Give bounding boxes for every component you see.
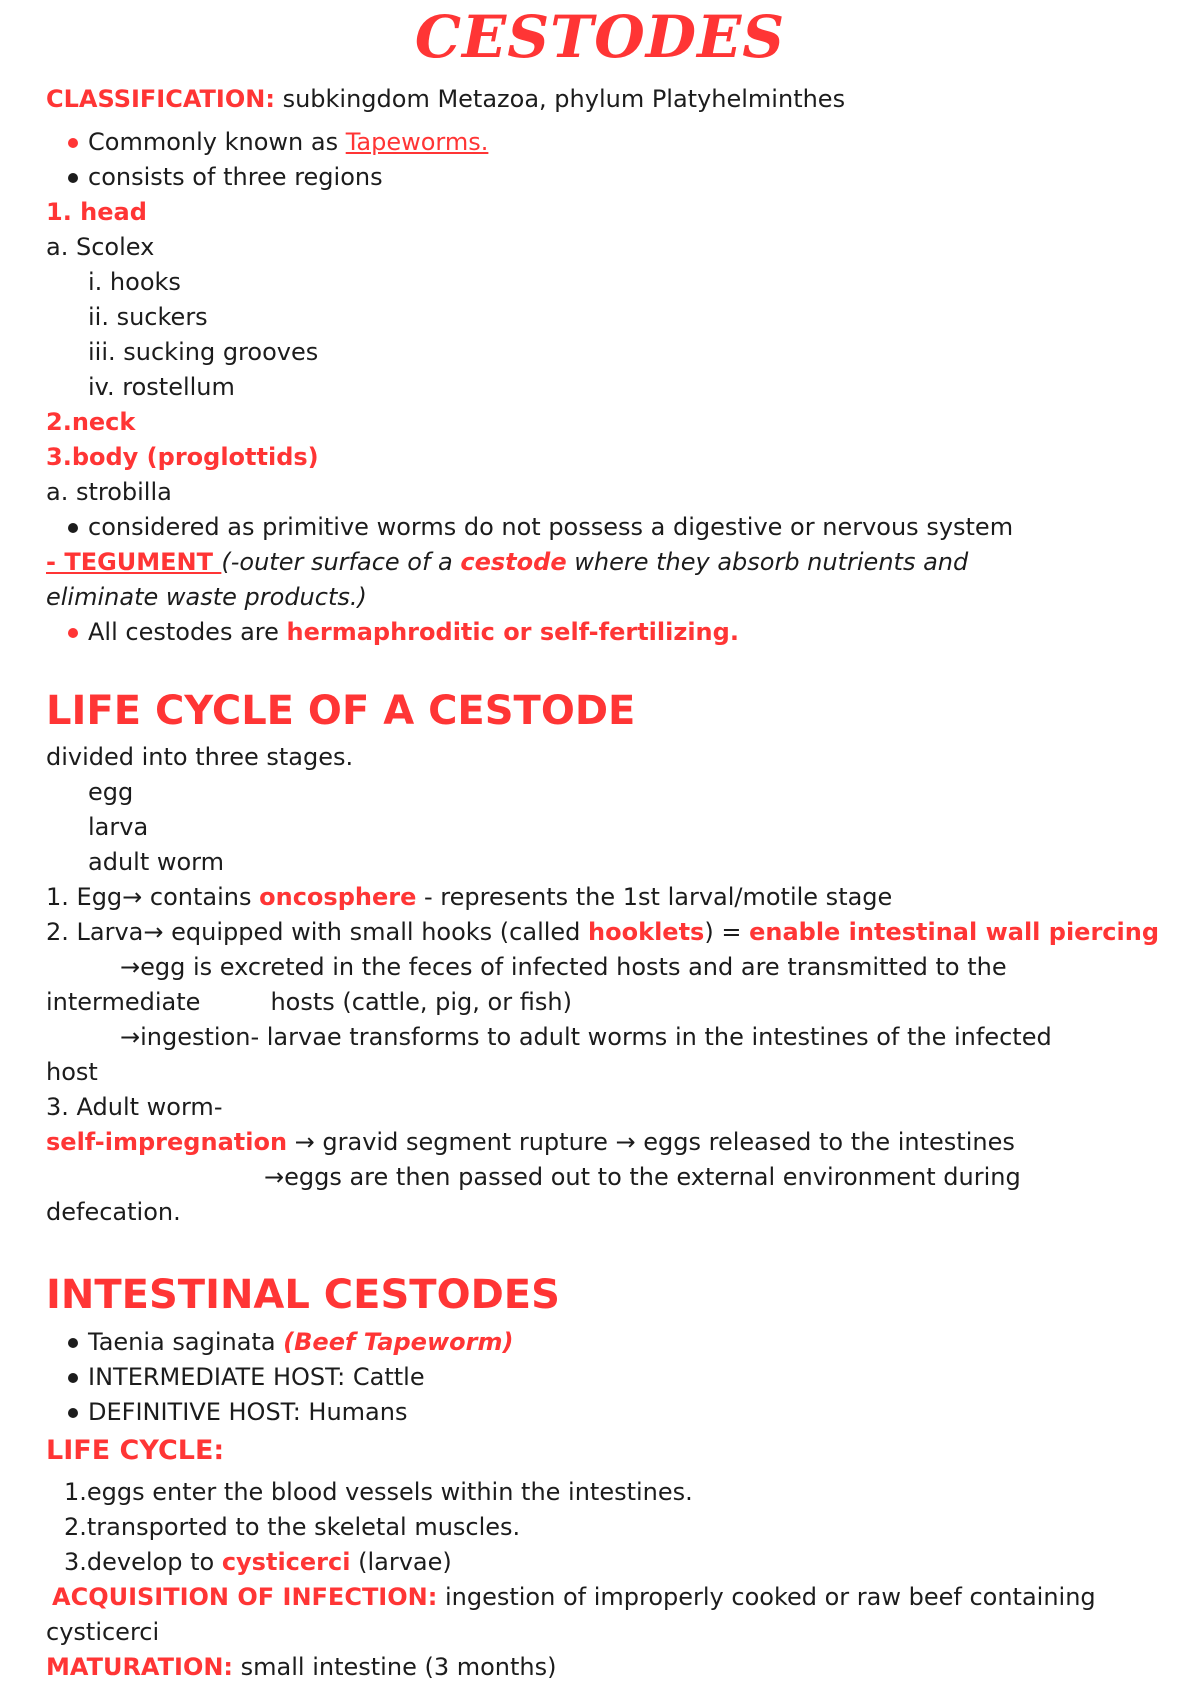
primitive-line: considered as primitive worms do not possess a digestive or nervous system (88, 513, 1014, 541)
ingestion-line-cont: host (46, 1058, 98, 1086)
adult-line: 3. Adult worm- (46, 1093, 223, 1121)
stages-intro: divided into three stages. (46, 743, 354, 771)
known-as-text: Commonly known as (88, 128, 346, 156)
strobilla-line: a. strobilla (46, 478, 172, 506)
bullet-icon (68, 1373, 78, 1383)
passed-line: →eggs are then passed out to the external environment during (264, 1163, 1021, 1191)
bullet-icon (68, 628, 78, 638)
scolex-part: i. hooks (88, 268, 181, 296)
scolex-part: iv. rostellum (88, 373, 235, 401)
maturation-label: MATURATION: (46, 1653, 234, 1681)
hermaphroditic-highlight: hermaphroditic or self-fertilizing. (286, 618, 739, 646)
scolex-part: iii. sucking grooves (88, 338, 319, 366)
regions-line: consists of three regions (88, 163, 383, 191)
lc-step (64, 1545, 1170, 1580)
tapeworms-link: Tapeworms. (345, 128, 489, 156)
excreted-text: hosts (cattle, pig, or fish) (270, 988, 572, 1016)
lc-heading: LIFE CYCLE: (46, 1435, 225, 1466)
body-heading: 3.body (proglottids) (46, 443, 319, 471)
stage-item: adult worm (88, 848, 224, 876)
bullet-icon (68, 523, 78, 533)
excreted-text: intermediate (46, 988, 201, 1016)
hooklets-term: hooklets (588, 918, 705, 946)
maturation-line (46, 1650, 1170, 1685)
bullet-icon (68, 1338, 78, 1348)
taenia-line (88, 1325, 1170, 1360)
larva-text: 2. Larva→ equipped with small hooks (called (46, 918, 589, 946)
egg-text: - represents the 1st larval/motile stage (416, 883, 893, 911)
oncosphere-term: oncosphere (259, 883, 417, 911)
life-cycle-heading: LIFE CYCLE OF A CESTODE (46, 688, 636, 734)
lc-step: 2.transported to the skeletal muscles. (64, 1513, 521, 1541)
tegument-desc: -outer surface of a (230, 548, 461, 576)
tegument-paren: ( (221, 548, 231, 576)
tegument-desc-cont: eliminate waste products.) (46, 583, 367, 611)
definitive-host-line: DEFINITIVE HOST: Humans (88, 1398, 408, 1426)
acquisition-text: ingestion of improperly cooked or raw beef containing (437, 1583, 1096, 1611)
excreted-line: →egg is excreted in the feces of infected hosts and are transmitted to the (120, 953, 1007, 981)
stage-item: larva (88, 813, 149, 841)
passed-line-cont: defecation. (46, 1198, 181, 1226)
stage-item: egg (88, 778, 134, 806)
bullet-icon (68, 173, 78, 183)
neck-heading: 2.neck (46, 408, 136, 436)
tegument-cestode: cestode (460, 548, 567, 576)
acquisition-label: ACQUISITION OF INFECTION: (52, 1583, 438, 1611)
larva-line (46, 915, 1170, 950)
self-impregnation-text: → gravid segment rupture → eggs released to the intestines (287, 1128, 1015, 1156)
head-heading: 1. head (46, 198, 147, 226)
taenia-name: Taenia saginata (88, 1328, 284, 1356)
lc-step-text: 3.develop to (64, 1548, 222, 1576)
tegument-label: - TEGUMENT (46, 548, 222, 576)
excreted-line-cont (46, 985, 1170, 1020)
larva-text: ) = (704, 918, 750, 946)
scolex-line: a. Scolex (46, 233, 155, 261)
tegument-desc: where they absorb nutrients and (566, 548, 969, 576)
taenia-common-name: (Beef Tapeworm) (283, 1328, 514, 1356)
hermaphroditic-line (88, 615, 1170, 650)
classification-label: CLASSIFICATION: (46, 85, 275, 113)
bullet-icon (68, 1408, 78, 1418)
piercing-term: enable intestinal wall piercing (749, 918, 1159, 946)
maturation-text: small intestine (3 months) (233, 1653, 557, 1681)
self-impregnation-term: self-impregnation (46, 1128, 288, 1156)
classification-line (46, 82, 1170, 117)
scolex-part: ii. suckers (88, 303, 208, 331)
hermaphroditic-text: All cestodes are (88, 618, 287, 646)
lc-step: 1.eggs enter the blood vessels within the intestines. (64, 1478, 693, 1506)
tegument-line (46, 545, 1170, 580)
cysticerci-term: cysticerci (221, 1548, 351, 1576)
self-impregnation-line (46, 1125, 1170, 1160)
intestinal-heading: INTESTINAL CESTODES (46, 1272, 560, 1318)
acquisition-line (52, 1580, 1170, 1615)
acquisition-line-cont: cysticerci (46, 1618, 160, 1646)
ingestion-line: →ingestion- larvae transforms to adult worms in the intestines of the infected (120, 1023, 1052, 1051)
classification-text: subkingdom Metazoa, phylum Platyhelminthes (274, 85, 846, 113)
lc-step-text: (larvae) (350, 1548, 452, 1576)
page-title: CESTODES (414, 3, 786, 71)
known-as-line (88, 125, 1170, 160)
bullet-icon (68, 138, 78, 148)
intermediate-host-line: INTERMEDIATE HOST: Cattle (88, 1363, 425, 1391)
egg-line (46, 880, 1170, 915)
egg-text: 1. Egg→ contains (46, 883, 260, 911)
